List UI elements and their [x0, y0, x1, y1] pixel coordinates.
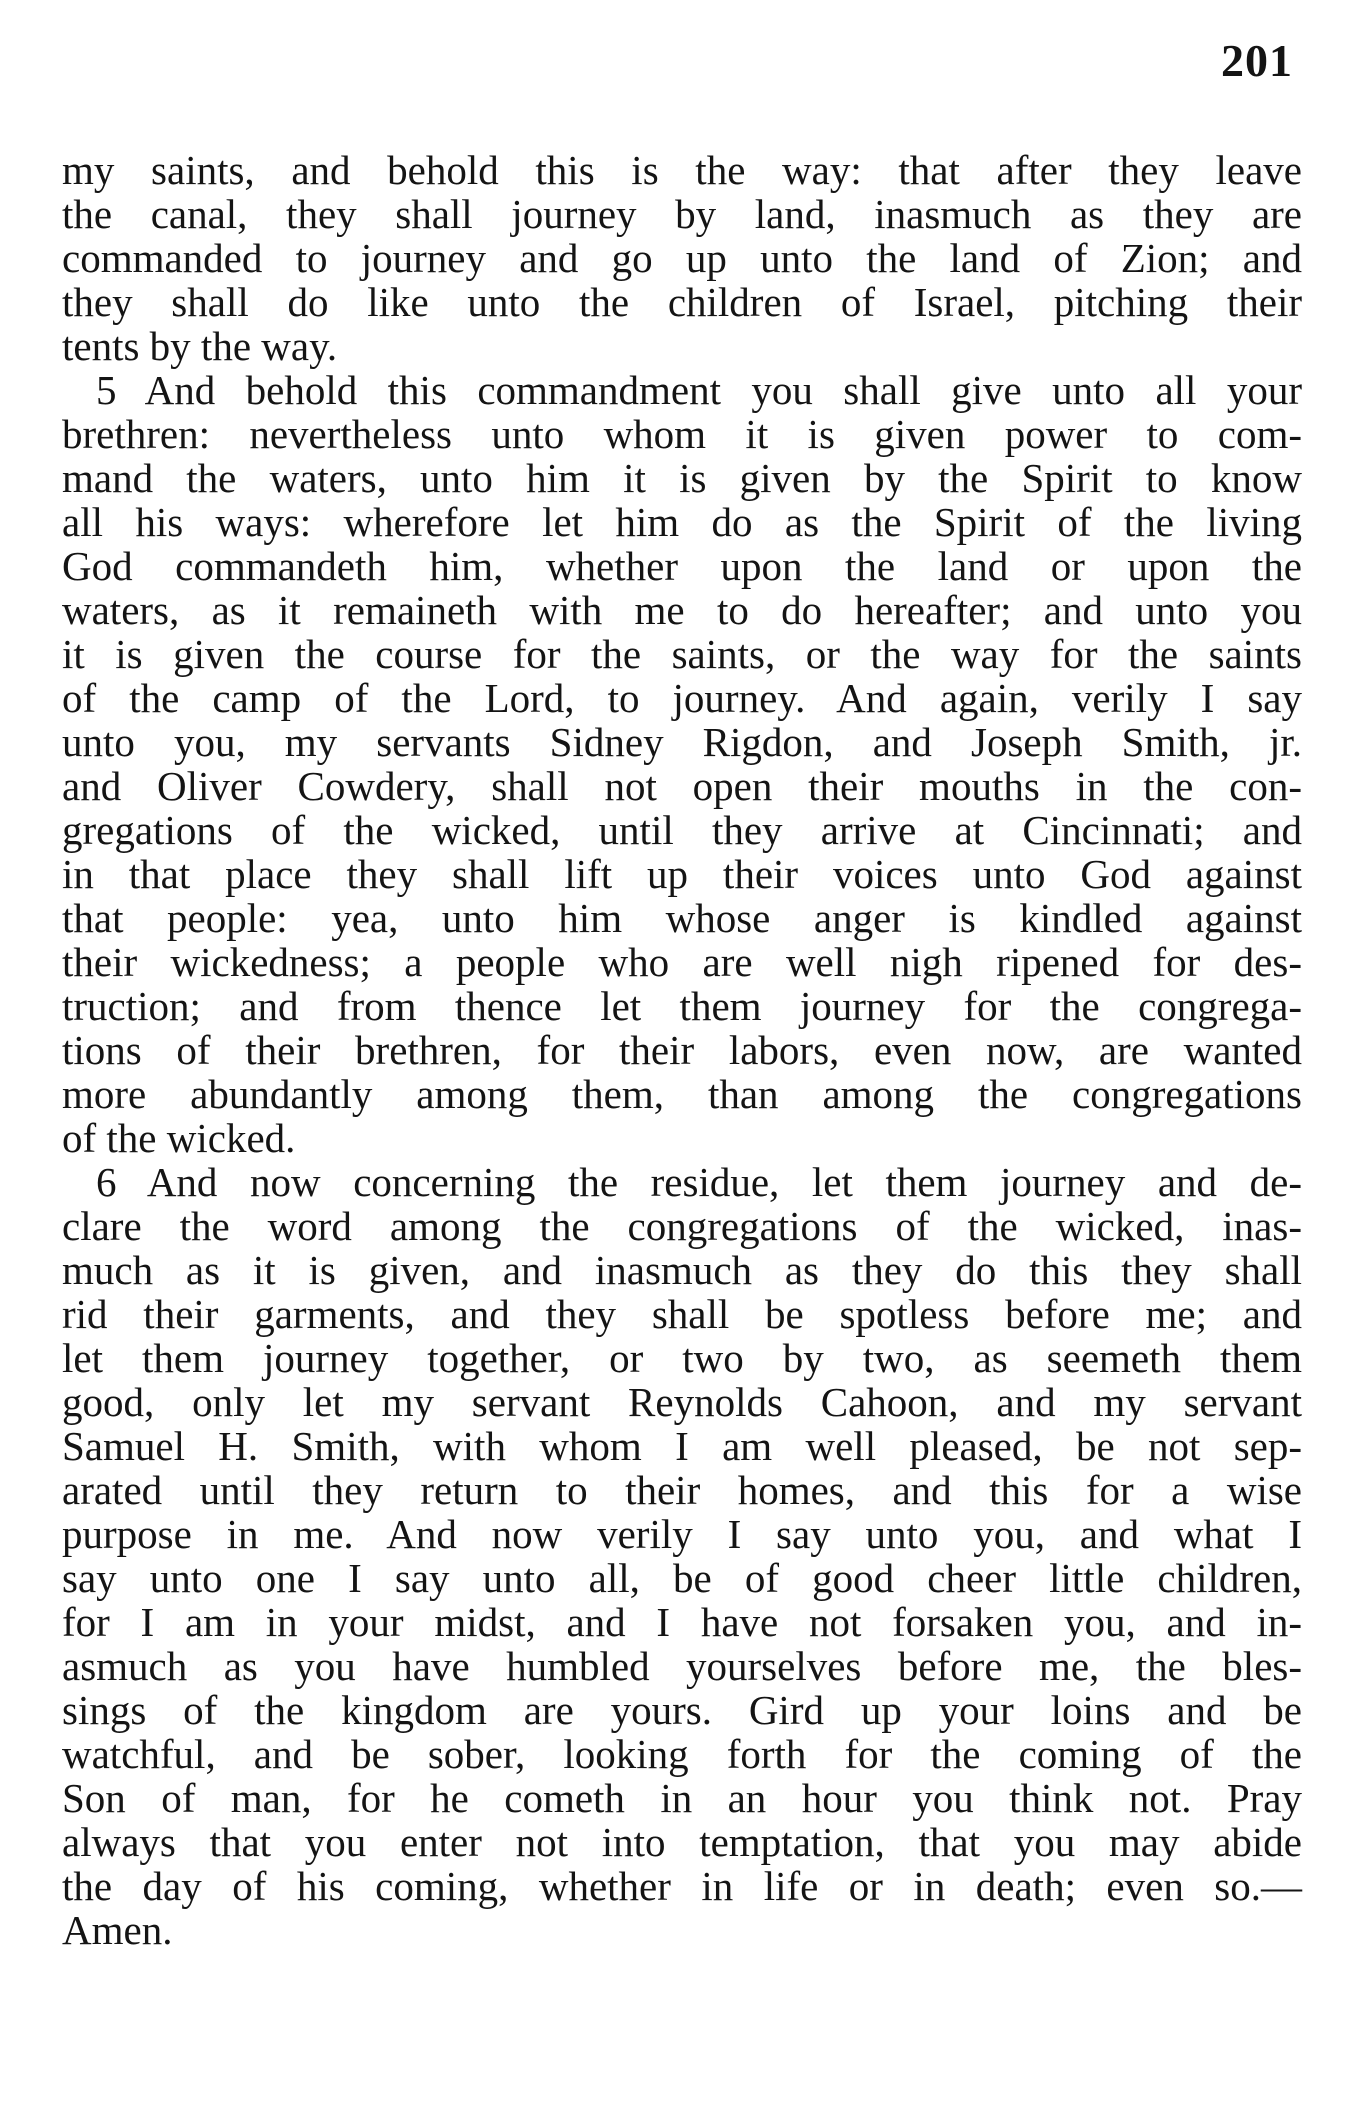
text-line: waters, as it remaineth with me to do hereafter; and unto you	[62, 587, 1302, 633]
text-line: Son of man, for he cometh in an hour you think not. Pray	[62, 1775, 1302, 1821]
text-line: and Oliver Cowdery, shall not open their mouths in the con-	[62, 763, 1302, 809]
verse-start-line: 6 And now concerning the residue, let them journey and de-	[96, 1159, 1302, 1205]
text-line: much as it is given, and inasmuch as they do this they shall	[62, 1247, 1302, 1293]
text-line: it is given the course for the saints, or the way for the saints	[62, 631, 1302, 677]
text-line: always that you enter not into temptation, that you may abide	[62, 1819, 1302, 1865]
text-line: gregations of the wicked, until they arrive at Cincinnati; and	[62, 807, 1302, 853]
text-line: let them journey together, or two by two, as seemeth them	[62, 1335, 1302, 1381]
text-line: watchful, and be sober, looking forth for the coming of the	[62, 1731, 1302, 1777]
text-line: arated until they return to their homes, and this for a wise	[62, 1467, 1302, 1513]
text-line: rid their garments, and they shall be spotless before me; and	[62, 1291, 1302, 1337]
text-line: of the wicked.	[62, 1115, 296, 1161]
body-text	[62, 148, 1302, 1952]
text-line: tents by the way.	[62, 323, 338, 369]
text-line: my saints, and behold this is the way: that after they leave	[62, 147, 1302, 193]
text-line: of the camp of the Lord, to journey. And again, verily I say	[62, 675, 1302, 721]
text-line: the canal, they shall journey by land, inasmuch as they are	[62, 191, 1302, 237]
text-line: asmuch as you have humbled yourselves before me, the bles-	[62, 1643, 1302, 1689]
text-line: their wickedness; a people who are well nigh ripened for des-	[62, 939, 1302, 985]
text-line: they shall do like unto the children of Israel, pitching their	[62, 279, 1302, 325]
text-line: more abundantly among them, than among the congregations	[62, 1071, 1302, 1117]
text-line: Amen.	[62, 1907, 173, 1953]
text-line: the day of his coming, whether in life or in death; even so.—	[62, 1863, 1302, 1909]
text-line: unto you, my servants Sidney Rigdon, and Joseph Smith, jr.	[62, 719, 1302, 765]
text-line: Samuel H. Smith, with whom I am well pleased, be not sep-	[62, 1423, 1302, 1469]
text-line: that people: yea, unto him whose anger is kindled against	[62, 895, 1302, 941]
text-line: sings of the kingdom are yours. Gird up your loins and be	[62, 1687, 1302, 1733]
page-number: 201	[1221, 35, 1293, 86]
text-line: clare the word among the congregations of the wicked, inas-	[62, 1203, 1302, 1249]
text-line: say unto one I say unto all, be of good cheer little children,	[62, 1555, 1302, 1601]
text-line: all his ways: wherefore let him do as the Spirit of the living	[62, 499, 1302, 545]
text-line: good, only let my servant Reynolds Cahoon, and my servant	[62, 1379, 1302, 1425]
text-line: purpose in me. And now verily I say unto you, and what I	[62, 1511, 1302, 1557]
text-line: for I am in your midst, and I have not forsaken you, and in-	[62, 1599, 1302, 1645]
text-line: brethren: nevertheless unto whom it is given power to com-	[62, 411, 1302, 457]
text-line: truction; and from thence let them journey for the congrega-	[62, 983, 1302, 1029]
text-line: commanded to journey and go up unto the land of Zion; and	[62, 235, 1302, 281]
text-line: in that place they shall lift up their voices unto God against	[62, 851, 1302, 897]
text-line: mand the waters, unto him it is given by the Spirit to know	[62, 455, 1302, 501]
verse-start-line: 5 And behold this commandment you shall give unto all your	[96, 367, 1302, 413]
text-line: tions of their brethren, for their labors, even now, are wanted	[62, 1027, 1302, 1073]
text-line: God commandeth him, whether upon the land or upon the	[62, 543, 1302, 589]
